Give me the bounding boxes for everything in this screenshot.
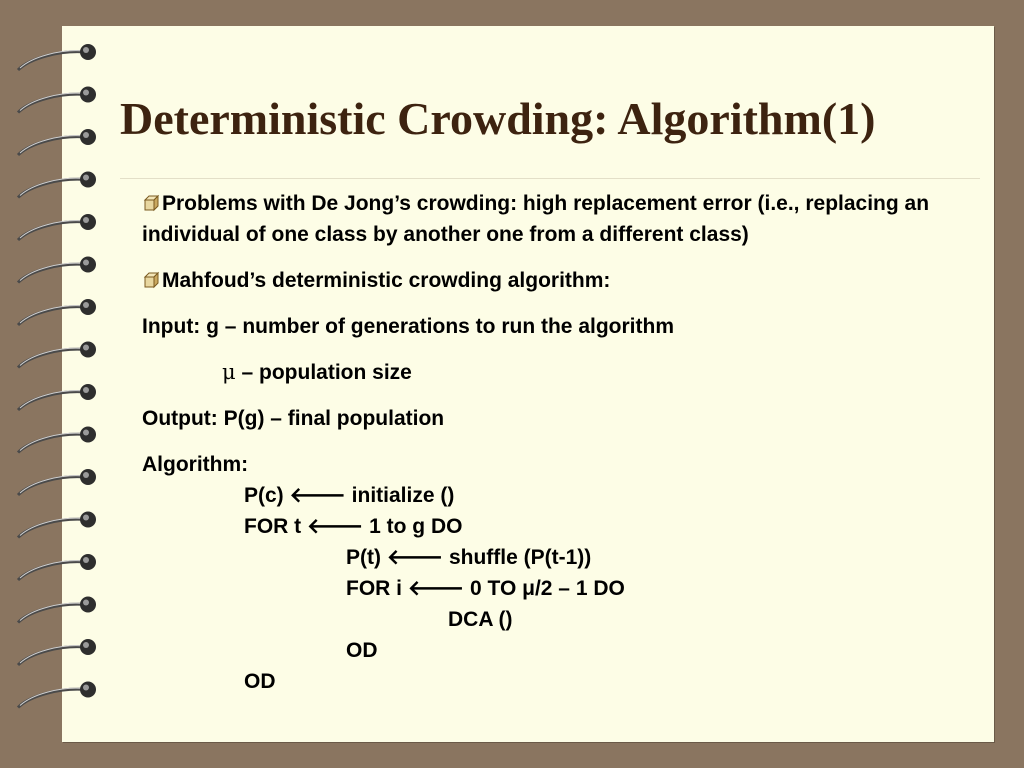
spiral-ring <box>18 179 86 197</box>
spiral-ring-highlight <box>20 93 84 110</box>
input-line: Input: g – number of generations to run the algorithm <box>142 315 674 338</box>
spiral-ring <box>18 137 86 155</box>
spiral-ring-highlight <box>20 348 84 365</box>
spiral-ring <box>18 307 86 325</box>
spiral-ring <box>18 94 86 112</box>
binding-hole-shine <box>83 472 89 478</box>
spiral-ring-highlight <box>20 221 84 238</box>
spiral-ring <box>18 477 86 495</box>
algorithm-line: DCA () <box>448 608 513 631</box>
binding-hole-shine <box>83 345 89 351</box>
binding-hole-shine <box>83 90 89 96</box>
binding-hole-shine <box>83 685 89 691</box>
spiral-ring-highlight <box>20 561 84 578</box>
slide-title: Deterministic Crowding: Algorithm(1) <box>120 93 876 144</box>
algorithm-line: OD <box>346 639 378 662</box>
binding-hole-shine <box>83 132 89 138</box>
algorithm-line: OD <box>244 670 276 693</box>
pencil-bullet-icon <box>142 271 160 289</box>
algorithm-line: FOR t 🡐 1 to g DO <box>244 515 463 538</box>
output-line: Output: P(g) – final population <box>142 407 445 430</box>
bullet-text: Mahfoud’s deterministic crowding algorithm: <box>162 269 611 292</box>
spiral-binding-icon <box>0 0 120 768</box>
spiral-ring <box>18 264 86 282</box>
spiral-ring <box>18 52 86 70</box>
spiral-ring <box>18 392 86 410</box>
spiral-ring <box>18 222 86 240</box>
spiral-ring-highlight <box>20 391 84 408</box>
spiral-ring-highlight <box>20 646 84 663</box>
algorithm-line: P(t) 🡐 shuffle (P(t-1)) <box>346 546 592 569</box>
binding-hole-shine <box>83 47 89 53</box>
slide-content <box>142 188 962 697</box>
spiral-ring-highlight <box>20 263 84 280</box>
title-divider <box>120 178 980 179</box>
pencil-bullet-icon <box>142 194 160 212</box>
spiral-ring-highlight <box>20 178 84 195</box>
spiral-ring-highlight <box>20 476 84 493</box>
bullet-item <box>142 265 962 296</box>
binding-hole-shine <box>83 302 89 308</box>
spiral-ring <box>18 689 86 707</box>
spiral-ring <box>18 562 86 580</box>
binding-hole-shine <box>83 175 89 181</box>
spiral-ring <box>18 604 86 622</box>
spiral-ring <box>18 434 86 452</box>
binding-hole-shine <box>83 430 89 436</box>
binding-hole-shine <box>83 642 89 648</box>
spiral-ring-highlight <box>20 688 84 705</box>
spiral-ring-highlight <box>20 603 84 620</box>
spiral-ring <box>18 519 86 537</box>
spiral-ring-highlight <box>20 518 84 535</box>
mu-line <box>142 357 962 388</box>
spiral-ring <box>18 647 86 665</box>
bullet-text: Problems with De Jong’s crowding: high replacement error (i.e., replacing an individual of one class by another one from a different class) <box>142 192 930 246</box>
binding-hole-shine <box>83 557 89 563</box>
bullet-item <box>142 188 962 250</box>
mu-symbol: μ <box>222 360 236 384</box>
algorithm-line: P(c) 🡐 initialize () <box>244 484 455 507</box>
mu-description: – population size <box>235 361 412 384</box>
spiral-ring-highlight <box>20 136 84 153</box>
algorithm-line: FOR i 🡐 0 TO μ/2 – 1 DO <box>346 577 625 600</box>
spiral-ring-highlight <box>20 306 84 323</box>
spiral-ring <box>18 349 86 367</box>
binding-hole-shine <box>83 387 89 393</box>
algorithm-label: Algorithm: <box>142 453 249 476</box>
spiral-ring-highlight <box>20 51 84 68</box>
binding-hole-shine <box>83 217 89 223</box>
binding-hole-shine <box>83 260 89 266</box>
binding-hole-shine <box>83 600 89 606</box>
spiral-ring-highlight <box>20 433 84 450</box>
binding-hole-shine <box>83 515 89 521</box>
